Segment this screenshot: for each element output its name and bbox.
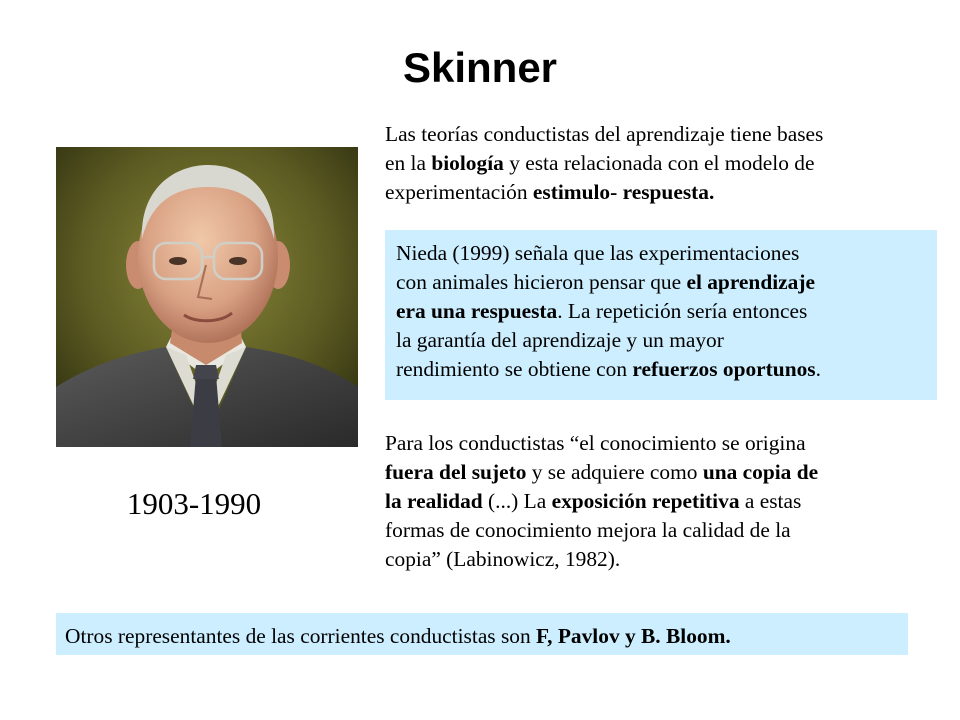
life-years: 1903-1990 bbox=[126, 486, 262, 521]
nieda-highlight-box: Nieda (1999) señala que las experimentaciones con animales hicieron pensar que el aprendizaje era una respuesta. La repetición sería entonces la garantía del aprendizaje y un mayor rendimiento se obtiene con refuerzos oportunos. bbox=[385, 230, 937, 400]
other-representatives-box bbox=[56, 613, 908, 655]
portrait-photo bbox=[56, 147, 358, 447]
intro-paragraph: Las teorías conductistas del aprendizaje tiene bases en la biología y esta relacionada con el modelo de experimentación estimulo- respuesta. bbox=[385, 122, 824, 204]
other-representatives-text: Otros representantes de las corrientes conductistas son bbox=[65, 624, 537, 648]
other-representatives-names: F, Pavlov y B. Bloom. bbox=[536, 624, 731, 648]
labinowicz-quote: Para los conductistas “el conocimiento se origina fuera del sujeto y se adquiere como una copia de la realidad (...) La exposición repetitiva a estas formas de conocimiento mejora la calidad de la copia” (Labinowicz, 1982). bbox=[385, 431, 819, 571]
slide-title: Skinner bbox=[402, 44, 558, 91]
